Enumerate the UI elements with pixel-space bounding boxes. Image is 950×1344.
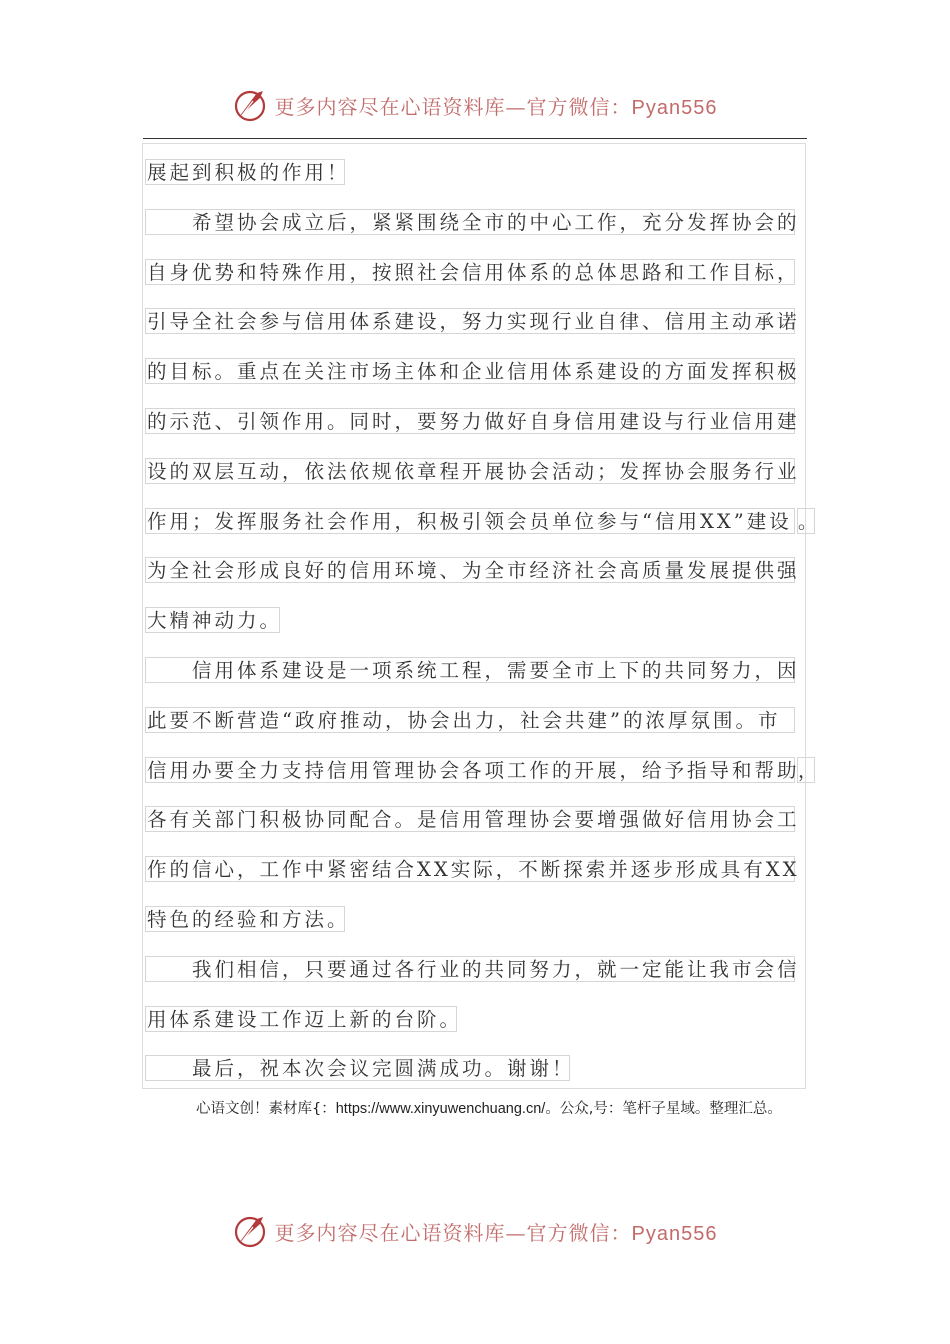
body-line: 各有关部门积极协同配合。是信用管理协会要增强做好信用协会工 xyxy=(147,808,800,832)
footer-banner xyxy=(0,1206,950,1256)
body-line: 我们相信，只要通过各行业的共同努力，就一定能让我市会信 xyxy=(145,956,795,982)
body-line: 大精神动力。 xyxy=(147,609,283,633)
source-url[interactable]: https://www.xinyuwenchuang.cn/ xyxy=(335,1101,546,1117)
body-line: 引导全社会参与信用体系建设，努力实现行业自律、信用主动承诺 xyxy=(147,310,800,334)
body-line: 作用；发挥服务社会作用，积极引领会员单位参与“信用XX”建设 xyxy=(145,508,795,534)
source-footnote: 心语文创！素材库{：https://www.xinyuwenchuang.cn/。公众,号：笔杆子星域。整理汇总。 xyxy=(196,1101,782,1117)
body-line: 信用办要全力支持信用管理协会各项工作的开展，给予指导和帮助 xyxy=(147,758,800,782)
body-line: 作的信心，工作中紧密结合XX实际，不断探索并逐步形成具有XX xyxy=(147,858,800,882)
body-line: 特色的经验和方法。 xyxy=(147,908,350,931)
body-line: 希望协会成立后，紧紧围绕全市的中心工作，充分发挥协会的 xyxy=(145,209,795,235)
body-line: 展起到积极的作用！ xyxy=(147,161,350,184)
body-line: 设的双层互动，依法依规依章程开展协会活动；发挥协会服务行业 xyxy=(147,459,800,483)
body-line: 用体系建设工作迈上新的台阶。 xyxy=(147,1007,463,1031)
body-line: 此要不断营造“政府推动，协会出力，社会共建”的浓厚氛围。市 xyxy=(145,707,795,733)
banner-text: 更多内容尽在心语资料库—官方微信：Pyan556 xyxy=(274,1220,718,1245)
body-line: 信用体系建设是一项系统工程，需要全市上下的共同努力，因 xyxy=(145,657,795,683)
quill-logo-icon xyxy=(233,87,269,123)
body-line: 为全社会形成良好的信用环境、为全市经济社会高质量发展提供强 xyxy=(147,559,800,583)
body-line: 的示范、引领作用。同时，要努力做好自身信用建设与行业信用建 xyxy=(147,410,800,433)
banner-text: 更多内容尽在心语资料库—官方微信：Pyan556 xyxy=(274,94,718,119)
body-line: 最后，祝本次会议完圆满成功。谢谢！ xyxy=(145,1055,570,1081)
quill-logo-icon xyxy=(233,1213,269,1249)
header-banner xyxy=(0,80,950,130)
overflow-punctuation: ， xyxy=(797,757,815,783)
body-line: 的目标。重点在关注市场主体和企业信用体系建设的方面发挥积极 xyxy=(147,360,800,384)
overflow-punctuation: 。 xyxy=(797,508,815,534)
body-line: 自身优势和特殊作用，按照社会信用体系的总体思路和工作目标， xyxy=(147,260,800,284)
header-rule xyxy=(143,138,807,139)
